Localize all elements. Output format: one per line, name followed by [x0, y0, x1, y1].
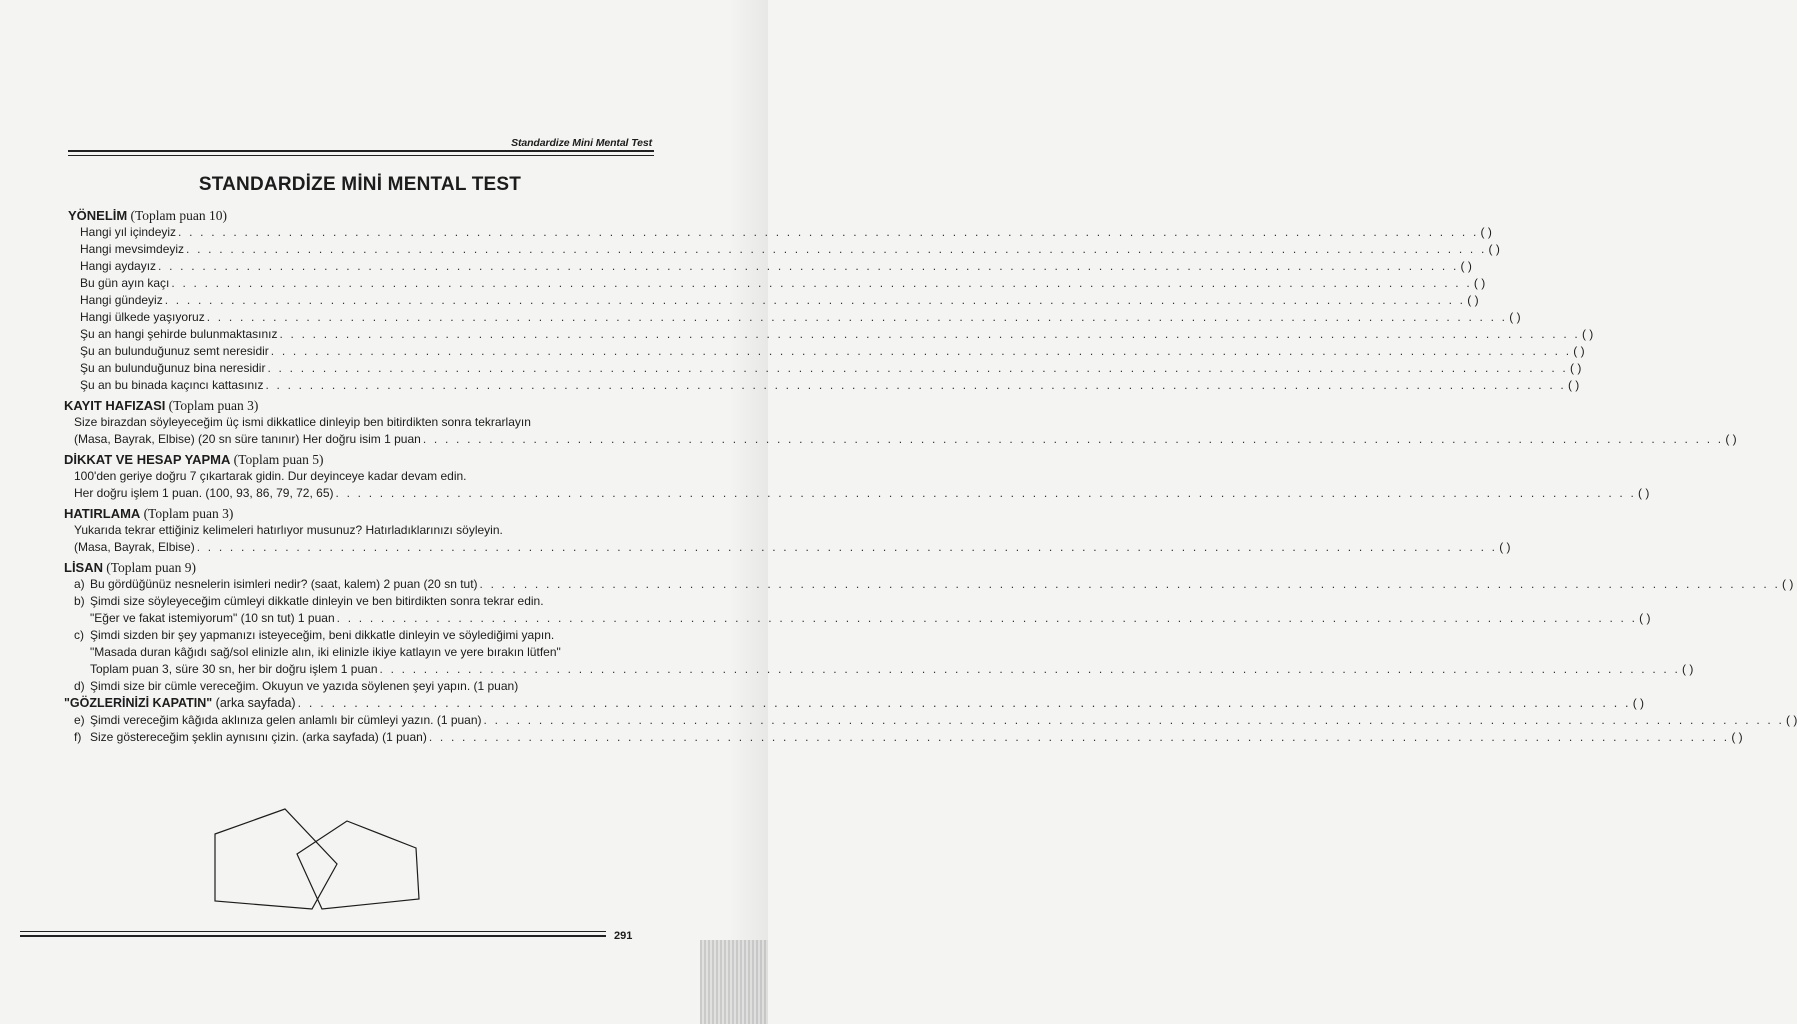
- intersecting-pentagons-figure: [212, 806, 422, 910]
- score-box: ( ): [1786, 713, 1797, 727]
- scan-corner-artifact: [700, 940, 768, 1024]
- question-row: Hangi gündeyiz . . . ( ): [80, 292, 640, 309]
- page-edge-shadow: [728, 0, 768, 1024]
- score-box: ( ): [1638, 486, 1650, 500]
- hatirlama-body: [64, 522, 1511, 556]
- lisan-item-d: [74, 678, 640, 695]
- item-label: f): [74, 730, 82, 744]
- question-row: Toplam puan 3, süre 30 sn, her bir doğru işlem 1 puan . . . ( ): [86, 661, 1693, 678]
- question-row: Şu an bu binada kaçıncı kattasınız . . . ( ): [80, 377, 640, 394]
- item-label: a): [74, 577, 85, 591]
- item-label: e): [74, 713, 85, 727]
- lisan-item-c: [74, 627, 1694, 678]
- score-box: ( ): [1682, 662, 1694, 676]
- item-label: c): [74, 628, 84, 642]
- instruction-line: Şimdi size bir cümle vereceğim. Okuyun ve yazıda söylenen şeyi yapın. (1 puan): [90, 679, 519, 693]
- section-title: HATIRLAMA: [64, 506, 141, 521]
- instruction-line: 100'den geriye doğru 7 çıkartarak gidin. Dur deyinceye kadar devam edin.: [74, 469, 467, 483]
- instruction-line: "Masada duran kâğıdı sağ/sol elinizle alın, iki elinizle ikiye katlayın ve yere bırakın lütfen": [90, 645, 561, 659]
- section-heading-kayit: [64, 397, 640, 414]
- score-box: ( ): [1460, 259, 1472, 273]
- question-row: Şimdi vereceğim kâğıda aklınıza gelen anlamlı bir cümleyi yazın. (1 puan) . . . ( ): [86, 712, 1797, 729]
- score-box: ( ): [1581, 327, 1594, 341]
- section-points: (Toplam puan 3): [168, 398, 259, 413]
- lisan-item-b: [74, 593, 1651, 627]
- section-heading-dikkat: [64, 451, 640, 468]
- question-row: Hangi ülkede yaşıyoruz . . . ( ): [80, 309, 640, 326]
- page-title: STANDARDİZE MİNİ MENTAL TEST: [198, 174, 522, 195]
- section-points: (Toplam puan 5): [233, 452, 324, 467]
- gozler-heading: "GÖZLERİNİZİ KAPATIN": [64, 696, 213, 710]
- question-row: Bu gördüğünüz nesnelerin isimleri nedir? (saat, kalem) 2 puan (20 sn tut) . . . ( ): [86, 576, 1793, 593]
- score-box: ( ): [1480, 225, 1492, 239]
- question-row: (Masa, Bayrak, Elbise) (20 sn süre tanınır) Her doğru isim 1 puan . . . ( ): [74, 431, 640, 448]
- page-number: 291: [614, 930, 633, 942]
- kayit-body: [64, 414, 1737, 448]
- section-points: (Toplam puan 10): [130, 208, 228, 223]
- lisan-body-2: [64, 712, 1797, 746]
- question-row: "Eğer ve fakat istemiyorum" (10 sn tut) 1 puan . . . ( ): [86, 610, 1650, 627]
- dikkat-body: [64, 468, 1650, 502]
- instruction-line: Yukarıda tekrar ettiğiniz kelimeleri hatırlıyor musunuz? Hatırladıklarınızı söyleyin.: [74, 523, 503, 537]
- score-box: ( ): [1639, 611, 1651, 625]
- score-box: ( ): [1499, 540, 1511, 554]
- lisan-item-e: [74, 712, 1797, 729]
- question-row: Bu gün ayın kaçı . . . ( ): [80, 275, 640, 292]
- score-box: ( ): [1725, 432, 1737, 446]
- lisan-item-a: [74, 576, 1794, 593]
- footer-rule: [20, 931, 606, 937]
- section-title: KAYIT HAFIZASI: [64, 398, 166, 413]
- question-row: Şu an hangi şehirde bulunmaktasınız . . . ( ): [80, 326, 640, 343]
- item-label: b): [74, 594, 85, 608]
- score-box: ( ): [1573, 344, 1585, 358]
- left-pentagon: [215, 809, 337, 909]
- section-title: DİKKAT VE HESAP YAPMA: [64, 452, 231, 467]
- section-title: YÖNELİM: [68, 208, 128, 223]
- score-box: ( ): [1509, 310, 1521, 324]
- score-box: ( ): [1473, 276, 1486, 290]
- question-row: Size göstereceğim şeklin aynısını çizin. (arka sayfada) (1 puan) . . . ( ): [86, 729, 1743, 746]
- question-row: Şu an bulunduğunuz bina neresidir . . . ( ): [80, 360, 640, 377]
- instruction-line: Şimdi sizden bir şey yapmanızı isteyeceğim, beni dikkatle dinleyin ve söylediğimi yapın.: [90, 628, 555, 642]
- section-title: LİSAN: [64, 560, 103, 575]
- lisan-item-f: [74, 729, 1743, 746]
- question-row: Şu an bulunduğunuz semt neresidir . . . ( ): [80, 343, 640, 360]
- score-box: ( ): [1731, 730, 1743, 744]
- yonelim-items: [64, 224, 1594, 394]
- question-row: Hangi mevsimdeyiz . . . ( ): [80, 241, 640, 258]
- score-box: ( ): [1782, 577, 1794, 591]
- instruction-line: Size birazdan söyleyeceğim üç ismi dikkatlice dinleyip ben bitirdikten sonra tekrarlayın: [74, 415, 531, 429]
- item-label: d): [74, 679, 85, 693]
- gozlerinizi-kapatin-row: [64, 695, 1645, 712]
- section-heading-yonelim: [64, 207, 640, 224]
- score-box: ( ): [1467, 293, 1479, 307]
- section-points: (Toplam puan 3): [143, 506, 234, 521]
- score-box: ( ): [1567, 378, 1580, 392]
- question-row: Hangi aydayız . . . ( ): [80, 258, 640, 275]
- question-row: Her doğru işlem 1 puan. (100, 93, 86, 79, 72, 65) . . . ( ): [74, 485, 640, 502]
- question-row: Hangi yıl içindeyiz . . . ( ): [80, 224, 640, 241]
- score-box: ( ): [1632, 696, 1645, 710]
- question-row: (Masa, Bayrak, Elbise) . . . ( ): [74, 539, 640, 556]
- test-content: [64, 207, 1797, 746]
- running-header: Standardize Mini Mental Test: [511, 137, 652, 149]
- section-heading-lisan: [64, 559, 640, 576]
- lisan-body: [64, 576, 1794, 695]
- score-box: ( ): [1488, 242, 1500, 256]
- section-heading-hatirlama: [64, 505, 640, 522]
- score-box: ( ): [1569, 361, 1582, 375]
- header-rule: [68, 150, 654, 156]
- gozler-note: (arka sayfada): [215, 696, 296, 710]
- section-points: (Toplam puan 9): [106, 560, 197, 575]
- right-pentagon: [297, 821, 419, 909]
- instruction-line: Şimdi size söyleyeceğim cümleyi dikkatle dinleyin ve ben bitirdikten sonra tekrar edin.: [90, 594, 544, 608]
